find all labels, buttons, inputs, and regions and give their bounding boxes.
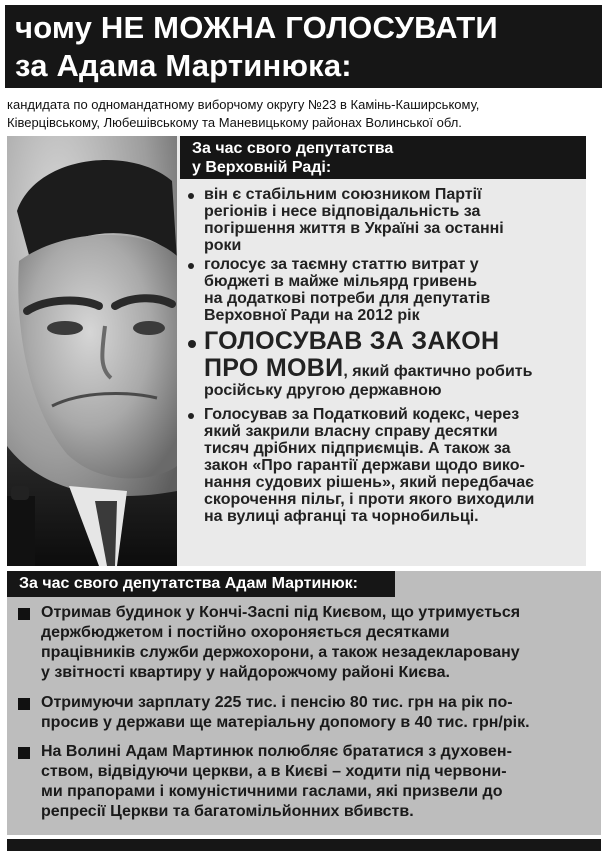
fact-item — [18, 603, 598, 683]
list-item-line: російську другою державною — [204, 382, 442, 399]
bullet-dot-icon — [188, 340, 196, 348]
header-banner — [5, 5, 602, 88]
language-law-headline: ГОЛОСУВАВ ЗА ЗАКОН — [204, 327, 500, 355]
list-item-line: голосує за таємну статтю витрат у — [204, 256, 479, 273]
list-item-line: тисяч дрібних підприємців. А також за — [204, 440, 511, 457]
portrait-illustration — [7, 136, 177, 566]
headline-line-2: за Адама Мартинюка: — [15, 48, 352, 83]
list-item — [186, 256, 586, 324]
fact-item — [18, 693, 598, 733]
list-item-line: Верховної Ради на 2012 рік — [204, 307, 420, 324]
personal-gains-list — [18, 603, 598, 822]
list-item-line: роки — [204, 237, 242, 254]
term-heading-line-1: За час свого депутатства — [192, 140, 394, 157]
personal-gains-title-text: За час свого депутатства Адам Мартинюк: — [19, 575, 358, 592]
fact-line: репресії Церкви та багатомільйонних вбивств. — [41, 803, 414, 820]
list-item-line: нання судових рішень», який передбачає — [204, 474, 535, 491]
fact-line: працівників служби держохорони, а також незадекларовану — [41, 644, 520, 661]
list-item-line: скорочення пільг, і проти якого виходили — [204, 491, 535, 508]
candidate-line-1: кандидата по одномандатному виборчому округу №23 в Камінь-Каширському, — [7, 97, 480, 112]
fact-line: Отримав будинок у Кончі-Заспі під Києвом, що утримується — [41, 604, 521, 621]
bullet-dot-icon — [188, 193, 194, 199]
list-item-line: погіршення життя в Україні за останні — [204, 220, 504, 237]
square-bullet-icon — [18, 747, 30, 759]
list-item — [186, 186, 586, 254]
list-item — [186, 406, 586, 525]
bottom-bar — [7, 839, 601, 851]
square-bullet-icon — [18, 608, 30, 620]
fact-line: ством, відвідуючи церкви, а в Києві – ходити під червони- — [41, 763, 507, 780]
term-heading-line-2: у Верховній Раді: — [192, 159, 332, 176]
bullet-dot-icon — [188, 413, 194, 419]
candidate-line-2: Ківерцівському, Любешівському та Маневицькому районах Волинської обл. — [7, 115, 462, 130]
list-item-line: бюджеті в майже мільярд гривень — [204, 273, 478, 290]
fact-line: Отримуючи зарплату 225 тис. і пенсію 80 тис. грн на рік по- — [41, 694, 513, 711]
bullet-dot-icon — [188, 263, 194, 269]
fact-line: На Волині Адам Мартинюк полюбляє брататися з духовен- — [41, 743, 512, 760]
fact-line: ми прапорами і комуністичними гаслами, які призвели до — [41, 783, 503, 800]
list-item-line: який закрили власну справу десятки — [204, 423, 498, 440]
headline-line-1: чому НЕ МОЖНА ГОЛОСУВАТИ — [15, 10, 498, 45]
list-item-highlight — [186, 328, 586, 399]
square-bullet-icon — [18, 698, 30, 710]
language-law-tail: , який фактично робить — [343, 363, 533, 380]
personal-gains-title — [7, 571, 395, 597]
list-item-line: Голосував за Податковий кодекс, через — [204, 406, 520, 423]
fact-item — [18, 742, 598, 822]
voting-record-list — [186, 186, 586, 525]
language-law-headline-2: ПРО МОВИ — [204, 354, 344, 382]
list-item-line: закон «Про гарантії держави щодо вико- — [204, 457, 525, 474]
candidate-portrait — [7, 136, 177, 566]
fact-line: у звітності квартиру у найдорожчому районі Києва. — [41, 664, 450, 681]
fact-line: держбюджетом і постійно охороняється десятками — [41, 624, 450, 641]
list-item-line: на додаткові потреби для депутатів — [204, 290, 491, 307]
list-item-line: регіонів і несе відповідальність за — [204, 203, 481, 220]
list-item-line: на вулиці афганці та чорнобильці. — [204, 508, 479, 525]
term-heading — [180, 136, 586, 179]
list-item-line: він є стабільним союзником Партії — [204, 186, 482, 203]
candidate-description — [7, 96, 599, 132]
fact-line: просив у держави ще матеріальну допомогу в 40 тис. грн/рік. — [41, 714, 530, 731]
